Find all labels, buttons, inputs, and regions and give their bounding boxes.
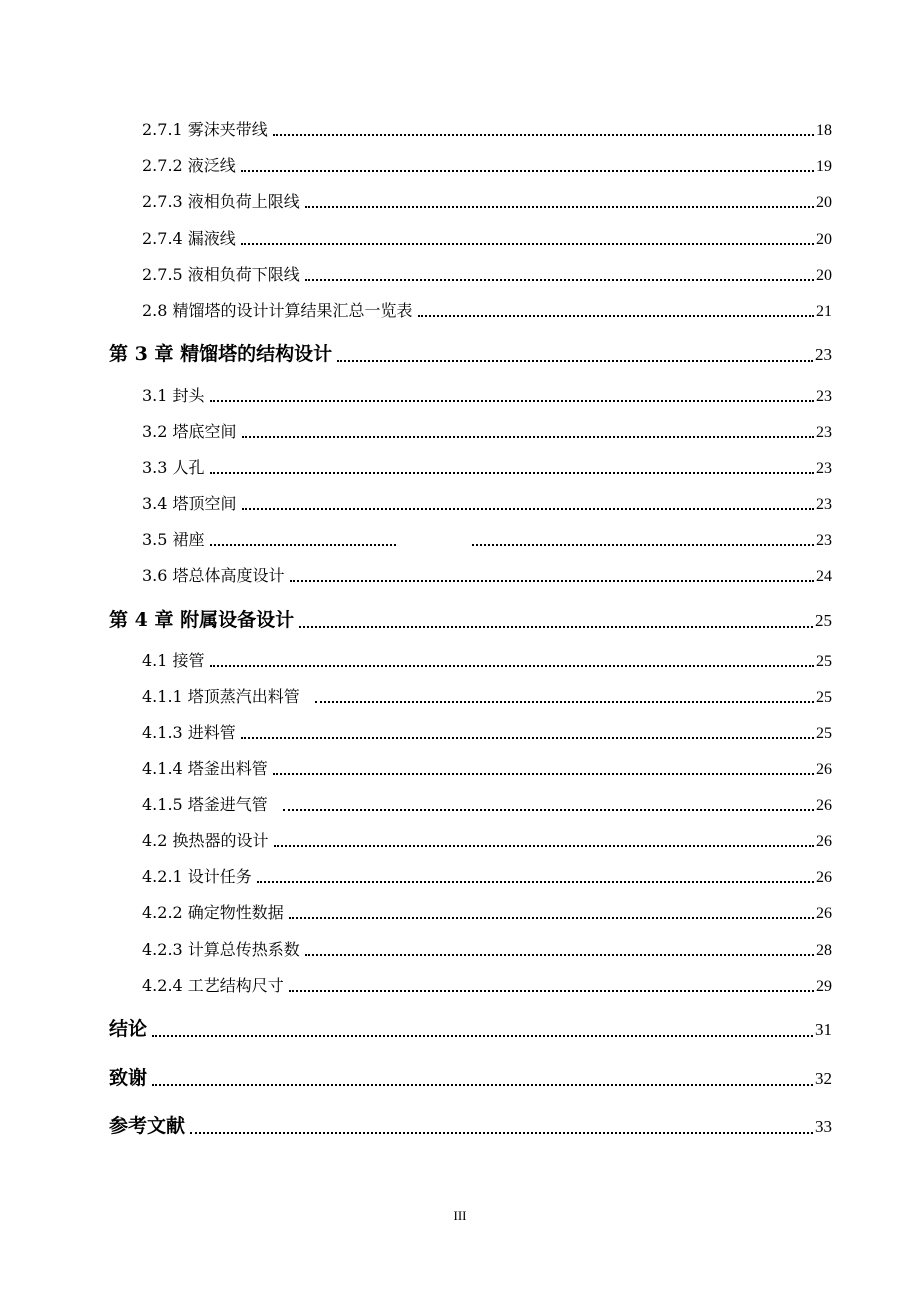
dot-leader bbox=[418, 315, 814, 317]
toc-chapter-entry[interactable] bbox=[109, 339, 832, 366]
toc-entry-title: 4.1.1 塔顶蒸汽出料管 bbox=[142, 687, 300, 706]
toc-chapter-entry[interactable] bbox=[109, 1063, 832, 1090]
toc-entry[interactable] bbox=[142, 189, 832, 212]
toc-entry[interactable] bbox=[142, 455, 832, 478]
toc-entry[interactable] bbox=[142, 720, 832, 743]
dot-leader bbox=[273, 134, 814, 136]
toc-entry[interactable] bbox=[142, 262, 832, 285]
dot-leader bbox=[289, 917, 814, 919]
dot-leader bbox=[274, 845, 814, 847]
dot-leader bbox=[337, 360, 813, 362]
toc-entry-page: 23 bbox=[816, 460, 832, 477]
toc-entry[interactable] bbox=[142, 563, 832, 586]
toc-entry-title: 第 4 章 附属设备设计 bbox=[109, 609, 295, 631]
toc-entry-title: 4.2.4 工艺结构尺寸 bbox=[142, 976, 284, 995]
toc-entry-title: 2.7.1 雾沫夹带线 bbox=[142, 120, 268, 139]
toc-entry-title: 2.7.3 液相负荷上限线 bbox=[142, 192, 300, 211]
toc-entry-page: 32 bbox=[815, 1069, 832, 1088]
toc-entry-page: 31 bbox=[815, 1020, 832, 1039]
toc-entry[interactable] bbox=[142, 491, 832, 514]
toc-entry-page: 26 bbox=[816, 797, 832, 814]
toc-entry[interactable] bbox=[142, 828, 832, 851]
toc-entry[interactable] bbox=[142, 973, 832, 996]
dot-leader bbox=[210, 472, 814, 474]
toc-entry-title: 4.1.3 进料管 bbox=[142, 723, 236, 742]
dot-leader bbox=[472, 544, 814, 546]
toc-entry-page: 24 bbox=[816, 568, 832, 585]
toc-entry-page: 23 bbox=[816, 532, 832, 549]
toc-entry-page: 26 bbox=[816, 869, 832, 886]
toc-entry-page: 26 bbox=[816, 905, 832, 922]
toc-entry-page: 20 bbox=[816, 267, 832, 284]
dot-leader bbox=[152, 1084, 813, 1086]
toc-entry-title: 3.5 裙座 bbox=[142, 530, 205, 549]
page-number-footer: III bbox=[453, 1208, 467, 1223]
toc-entry[interactable] bbox=[142, 792, 832, 815]
toc-entry-page: 25 bbox=[816, 725, 832, 742]
toc-entry[interactable] bbox=[142, 419, 832, 442]
toc-entry-page: 26 bbox=[816, 761, 832, 778]
dot-leader bbox=[305, 206, 814, 208]
toc-entry[interactable] bbox=[142, 226, 832, 249]
dot-leader bbox=[299, 626, 813, 628]
toc-entry-title: 2.8 精馏塔的设计计算结果汇总一览表 bbox=[142, 301, 413, 320]
toc-entry-page: 28 bbox=[816, 942, 832, 959]
toc-entry-page: 23 bbox=[815, 345, 832, 364]
toc-entry[interactable] bbox=[142, 864, 832, 887]
dot-leader bbox=[241, 170, 814, 172]
toc-entry-title: 结论 bbox=[109, 1018, 148, 1040]
toc-entry-page: 21 bbox=[816, 303, 832, 320]
dot-leader bbox=[257, 881, 814, 883]
toc-entry-title: 3.1 封头 bbox=[142, 386, 205, 405]
toc-entry[interactable] bbox=[142, 684, 832, 707]
toc-entry[interactable] bbox=[142, 937, 832, 960]
toc-entry-page: 25 bbox=[816, 653, 832, 670]
toc-entry-page: 23 bbox=[816, 424, 832, 441]
toc-entry-page: 25 bbox=[815, 611, 832, 630]
toc-entry-title: 参考文献 bbox=[109, 1115, 186, 1137]
toc-entry-title: 2.7.2 液泛线 bbox=[142, 156, 236, 175]
toc-entry-page: 26 bbox=[816, 833, 832, 850]
toc-entry-title: 4.1.5 塔釜进气管 bbox=[142, 795, 268, 814]
toc-entry-title: 2.7.5 液相负荷下限线 bbox=[142, 265, 300, 284]
dot-leader bbox=[315, 701, 814, 703]
toc-entry-title: 2.7.4 漏液线 bbox=[142, 229, 236, 248]
toc-entry-page: 33 bbox=[815, 1117, 832, 1136]
toc-chapter-entry[interactable] bbox=[109, 1111, 832, 1138]
toc-entry[interactable] bbox=[142, 383, 832, 406]
toc-entry[interactable] bbox=[142, 117, 832, 140]
dot-leader bbox=[242, 436, 814, 438]
toc-entry-title: 致谢 bbox=[109, 1067, 148, 1089]
toc-entry-page: 29 bbox=[816, 978, 832, 995]
toc-entry-page: 19 bbox=[816, 158, 832, 175]
toc-entry[interactable] bbox=[142, 648, 832, 671]
toc-entry-title: 4.1.4 塔釜出料管 bbox=[142, 759, 268, 778]
dot-leader bbox=[273, 773, 814, 775]
dot-leader bbox=[289, 990, 814, 992]
dot-leader bbox=[210, 544, 396, 546]
toc-entry-page: 23 bbox=[816, 496, 832, 513]
toc-entry-title: 4.1 接管 bbox=[142, 651, 205, 670]
toc-entry-title: 3.6 塔总体高度设计 bbox=[142, 566, 285, 585]
dot-leader bbox=[290, 580, 814, 582]
toc-entry-page: 20 bbox=[816, 231, 832, 248]
dot-leader bbox=[242, 508, 814, 510]
toc-entry[interactable] bbox=[142, 756, 832, 779]
toc-entry-title: 3.4 塔顶空间 bbox=[142, 494, 237, 513]
dot-leader bbox=[152, 1035, 813, 1037]
dot-leader bbox=[305, 279, 814, 281]
toc-entry-title: 4.2.2 确定物性数据 bbox=[142, 903, 284, 922]
toc-entry[interactable] bbox=[142, 900, 832, 923]
toc-chapter-entry[interactable] bbox=[109, 1014, 832, 1041]
toc-entry-title: 第 3 章 精馏塔的结构设计 bbox=[109, 343, 333, 365]
toc-chapter-entry[interactable] bbox=[109, 605, 832, 632]
dot-leader bbox=[305, 954, 814, 956]
toc-entry[interactable] bbox=[142, 298, 832, 321]
dot-leader bbox=[241, 243, 814, 245]
dot-leader bbox=[210, 400, 814, 402]
toc-entry-title: 3.3 人孔 bbox=[142, 458, 205, 477]
toc-entry-title: 4.2.3 计算总传热系数 bbox=[142, 940, 300, 959]
toc-entry-page: 25 bbox=[816, 689, 832, 706]
dot-leader bbox=[210, 665, 814, 667]
toc-entry-title: 3.2 塔底空间 bbox=[142, 422, 237, 441]
toc-entry-title: 4.2 换热器的设计 bbox=[142, 831, 269, 850]
toc-entry-page: 20 bbox=[816, 194, 832, 211]
toc-entry-page: 23 bbox=[816, 388, 832, 405]
dot-leader bbox=[190, 1132, 813, 1134]
toc-entry[interactable] bbox=[142, 153, 832, 176]
toc-entry-title: 4.2.1 设计任务 bbox=[142, 867, 252, 886]
dot-leader bbox=[241, 737, 814, 739]
toc-entry[interactable] bbox=[142, 527, 832, 550]
dot-leader bbox=[283, 809, 814, 811]
toc-entry-page: 18 bbox=[816, 122, 832, 139]
